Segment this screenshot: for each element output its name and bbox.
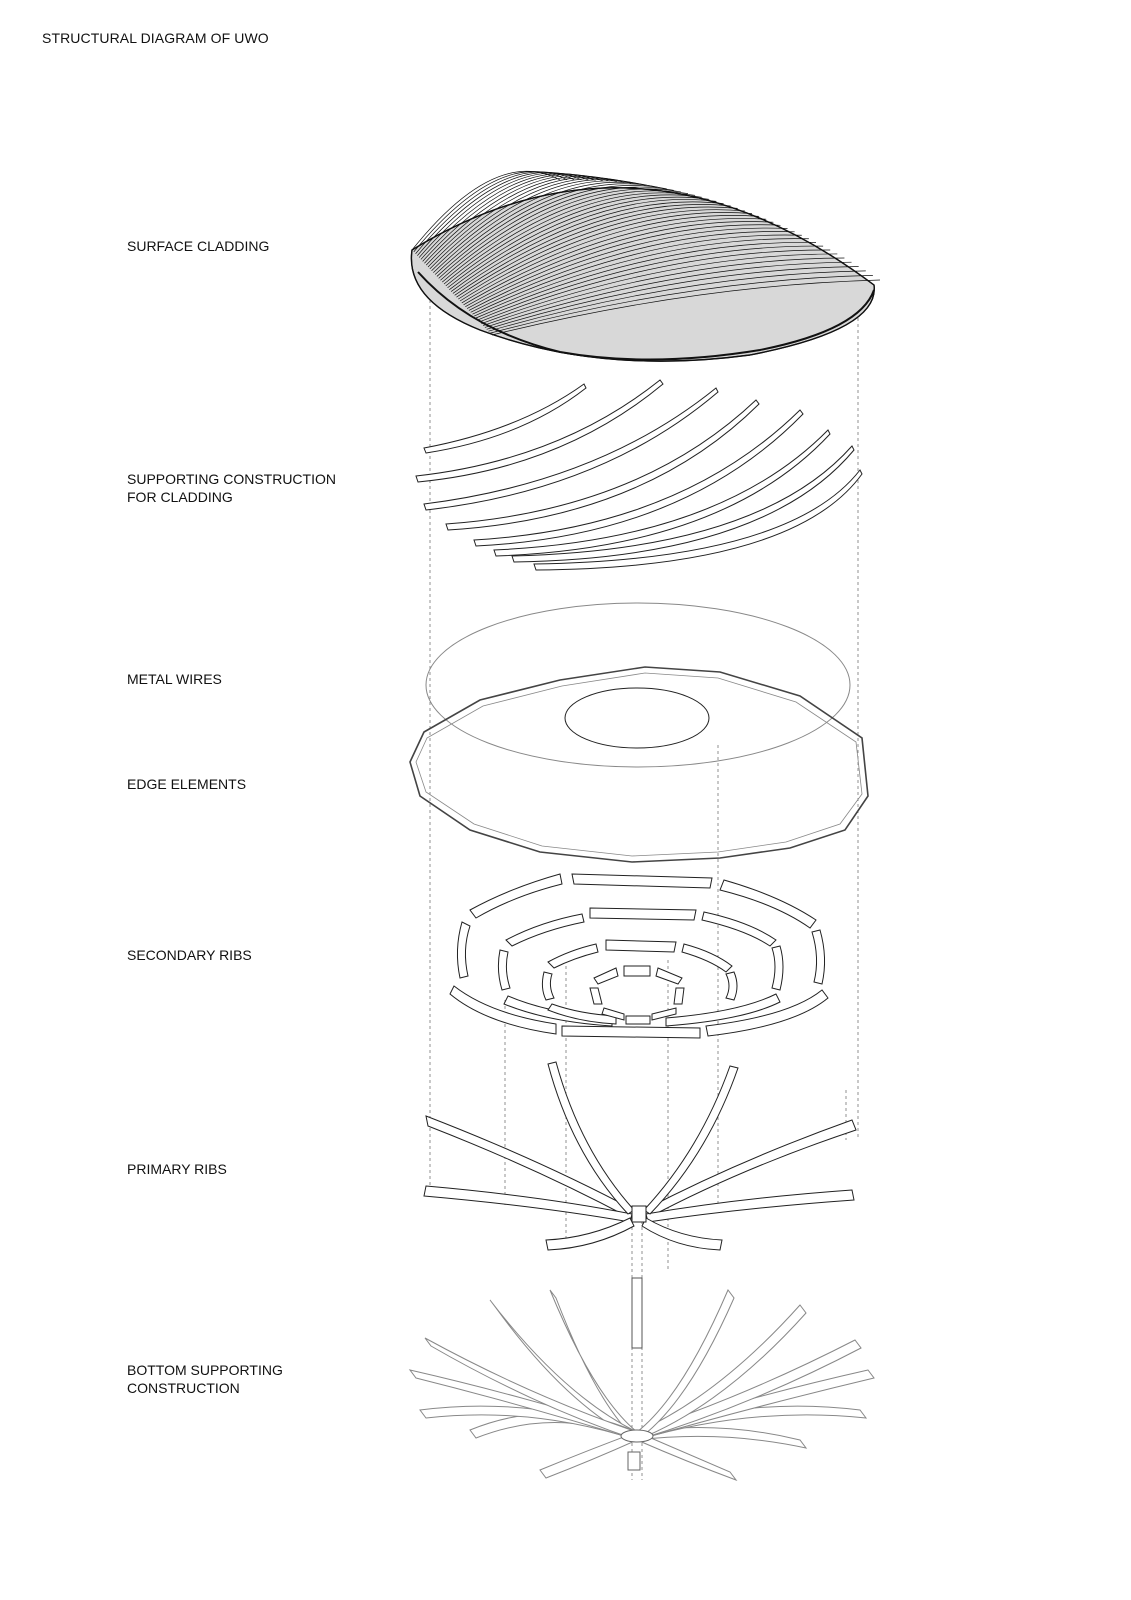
bottom-support-arm xyxy=(637,1340,861,1440)
label-secondary-ribs: SECONDARY RIBS xyxy=(127,947,252,963)
bottom-support-arm xyxy=(637,1432,736,1480)
surface-cladding-layer xyxy=(411,171,880,361)
secondary-ribs-layer xyxy=(450,874,828,1038)
label-edge-elements: EDGE ELEMENTS xyxy=(127,776,247,792)
metal-wires-layer xyxy=(426,603,850,767)
label-bottom-supporting: BOTTOM SUPPORTING CONSTRUCTION xyxy=(127,1362,283,1396)
label-surface-cladding: SURFACE CLADDING xyxy=(127,238,270,254)
label-metal-wires: METAL WIRES xyxy=(127,671,222,687)
bottom-support-arm xyxy=(410,1370,637,1440)
supporting-construction-layer xyxy=(416,380,862,570)
primary-ribs-layer xyxy=(424,1062,856,1250)
bottom-support-arm xyxy=(425,1338,637,1440)
edge-elements-layer xyxy=(410,667,868,862)
label-supporting-construction: SUPPORTING CONSTRUCTION FOR CLADDING xyxy=(127,471,336,505)
label-primary-ribs: PRIMARY RIBS xyxy=(127,1161,227,1177)
page-title: STRUCTURAL DIAGRAM OF UWO xyxy=(42,30,269,46)
